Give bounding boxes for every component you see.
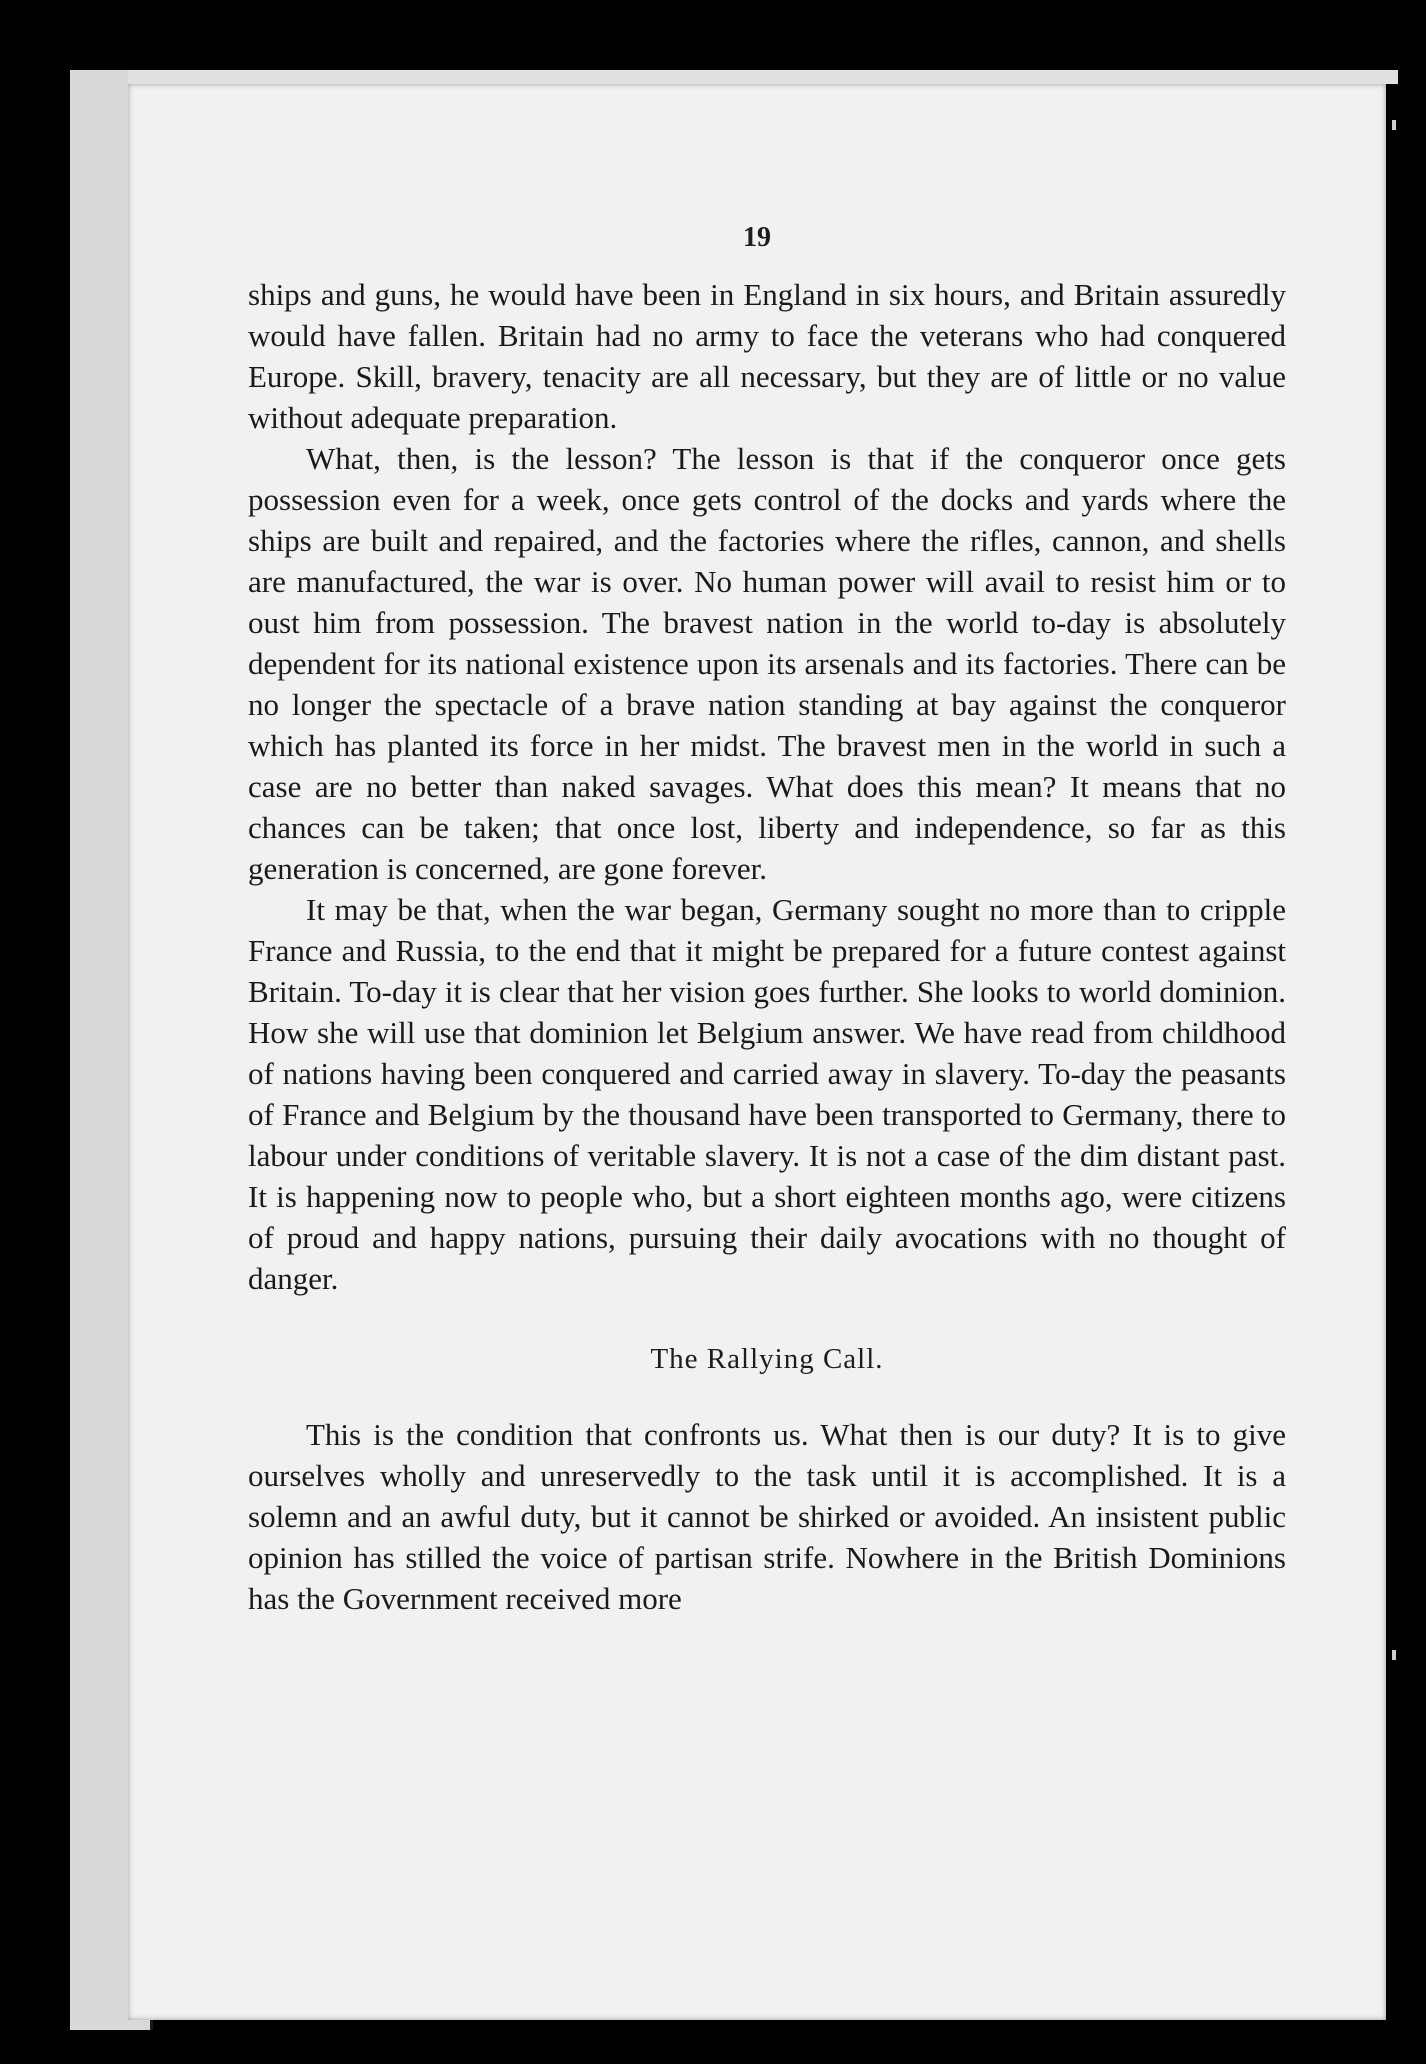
scan-edge-mark [1392,120,1396,130]
page-top-edge [128,70,1398,84]
paragraph-4: This is the condition that confronts us. What then is our duty? It is to give ourselves wholly and unreservedly to the task until it is accomplished. It is a solemn and an awful duty, but it cannot be shirked or avoided. An insistent public opinion has stilled the voice of partisan strife. Nowhere in the British Dominions has the Government received more [248,1417,1286,1616]
scan-edge-mark [1392,1650,1396,1660]
page-number: 19 [743,222,771,253]
section-heading: The Rallying Call. [650,1343,884,1375]
body-text [248,274,1286,1619]
paragraph-2: What, then, is the lesson? The lesson is that if the conqueror once gets possession even for a week, once gets control of the docks and yards where the ships are built and repaired, and the factories where the rifles, cannon, and shells are manufactured, the war is over. No human power will avail to resist him or to oust him from possession. The bravest nation in the world to-day is absolutely dependent for its national existence upon its arsenals and its factories. There can be no longer the spectacle of a brave nation standing at bay against the conqueror which has planted its force in her midst. The bravest men in the world in such a case are no better than naked savages. What does this mean? It means that no chances can be taken; that once lost, liberty and independence, so far as this generation is concerned, are gone forever. [248,441,1286,886]
paragraph-1: ships and guns, he would have been in England in six hours, and Britain assuredly would have fallen. Britain had no army to face the veterans who had conquered Europe. Skill, bravery, tenacity are all necessary, but they are of little or no value without adequate preparation. [248,277,1286,435]
paragraph-3: It may be that, when the war began, Germany sought no more than to cripple France and Russia, to the end that it might be prepared for a future contest against Britain. To-day it is clear that her vision goes further. She looks to world dominion. How she will use that dominion let Belgium answer. We have read from childhood of nations having been conquered and carried away in slavery. To-day the peasants of France and Belgium by the thousand have been transported to Germany, there to labour under conditions of veritable slavery. It is not a case of the dim distant past. It is happening now to people who, but a short eighteen months ago, were citizens of proud and happy nations, pursuing their daily avocations with no thought of danger. [248,892,1286,1296]
book-page [128,84,1386,2020]
